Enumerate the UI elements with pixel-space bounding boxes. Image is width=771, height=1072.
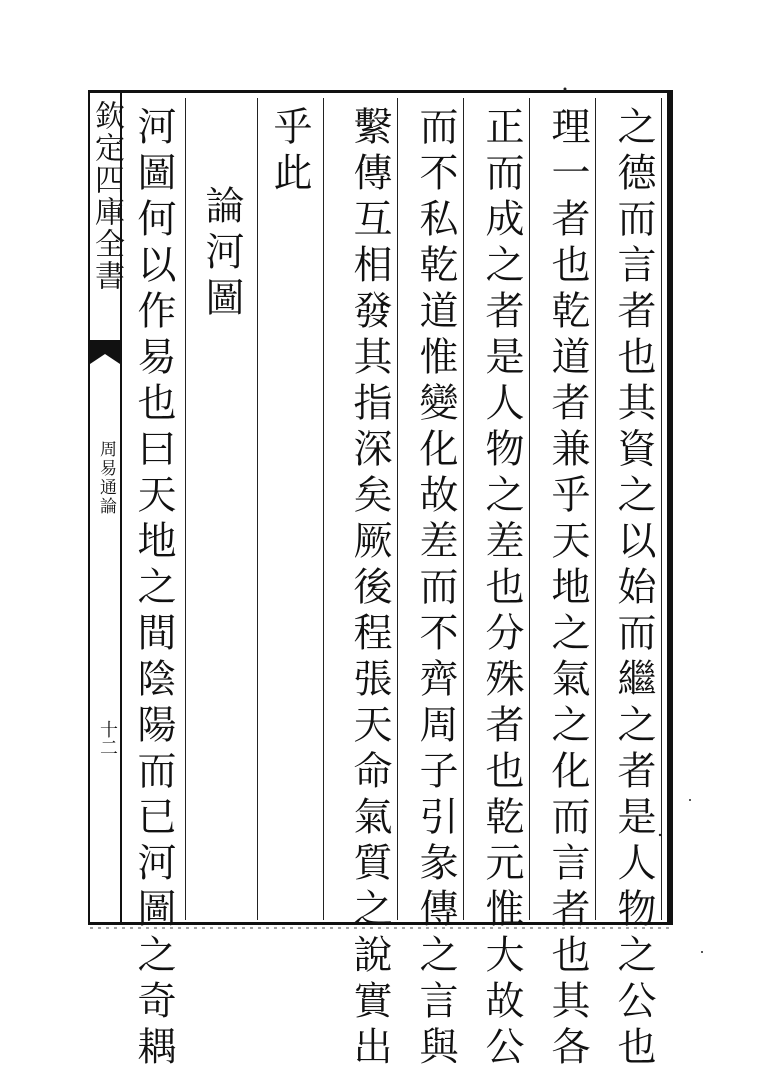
column-text: 正而成之者是人物之差也分殊者也乾元惟大故公 [479,106,524,1072]
column-text: 河圖何以作易也曰天地之間陰陽而已河圖之奇耦 [131,106,176,1072]
column-text: 繫傳互相發其指深矣厥後程張天命氣質之說實出 [347,106,392,1072]
column-text: 理一者也乾道者兼乎天地之氣之化而言者也其各 [545,106,590,1072]
collection-title: 欽定四庫全書 [89,100,124,292]
book-title: 周易通論 [96,440,116,516]
page-number: 十二 [97,720,118,756]
column-text: 乎此 [267,106,312,198]
column-text: 之德而言者也其資之以始而繼之者是人物之公也 [611,106,656,1072]
column-text: 而不私乾道惟變化故差而不齊周子引彖傳之言與 [413,106,458,1072]
section-heading: 論河圖 [199,185,244,323]
